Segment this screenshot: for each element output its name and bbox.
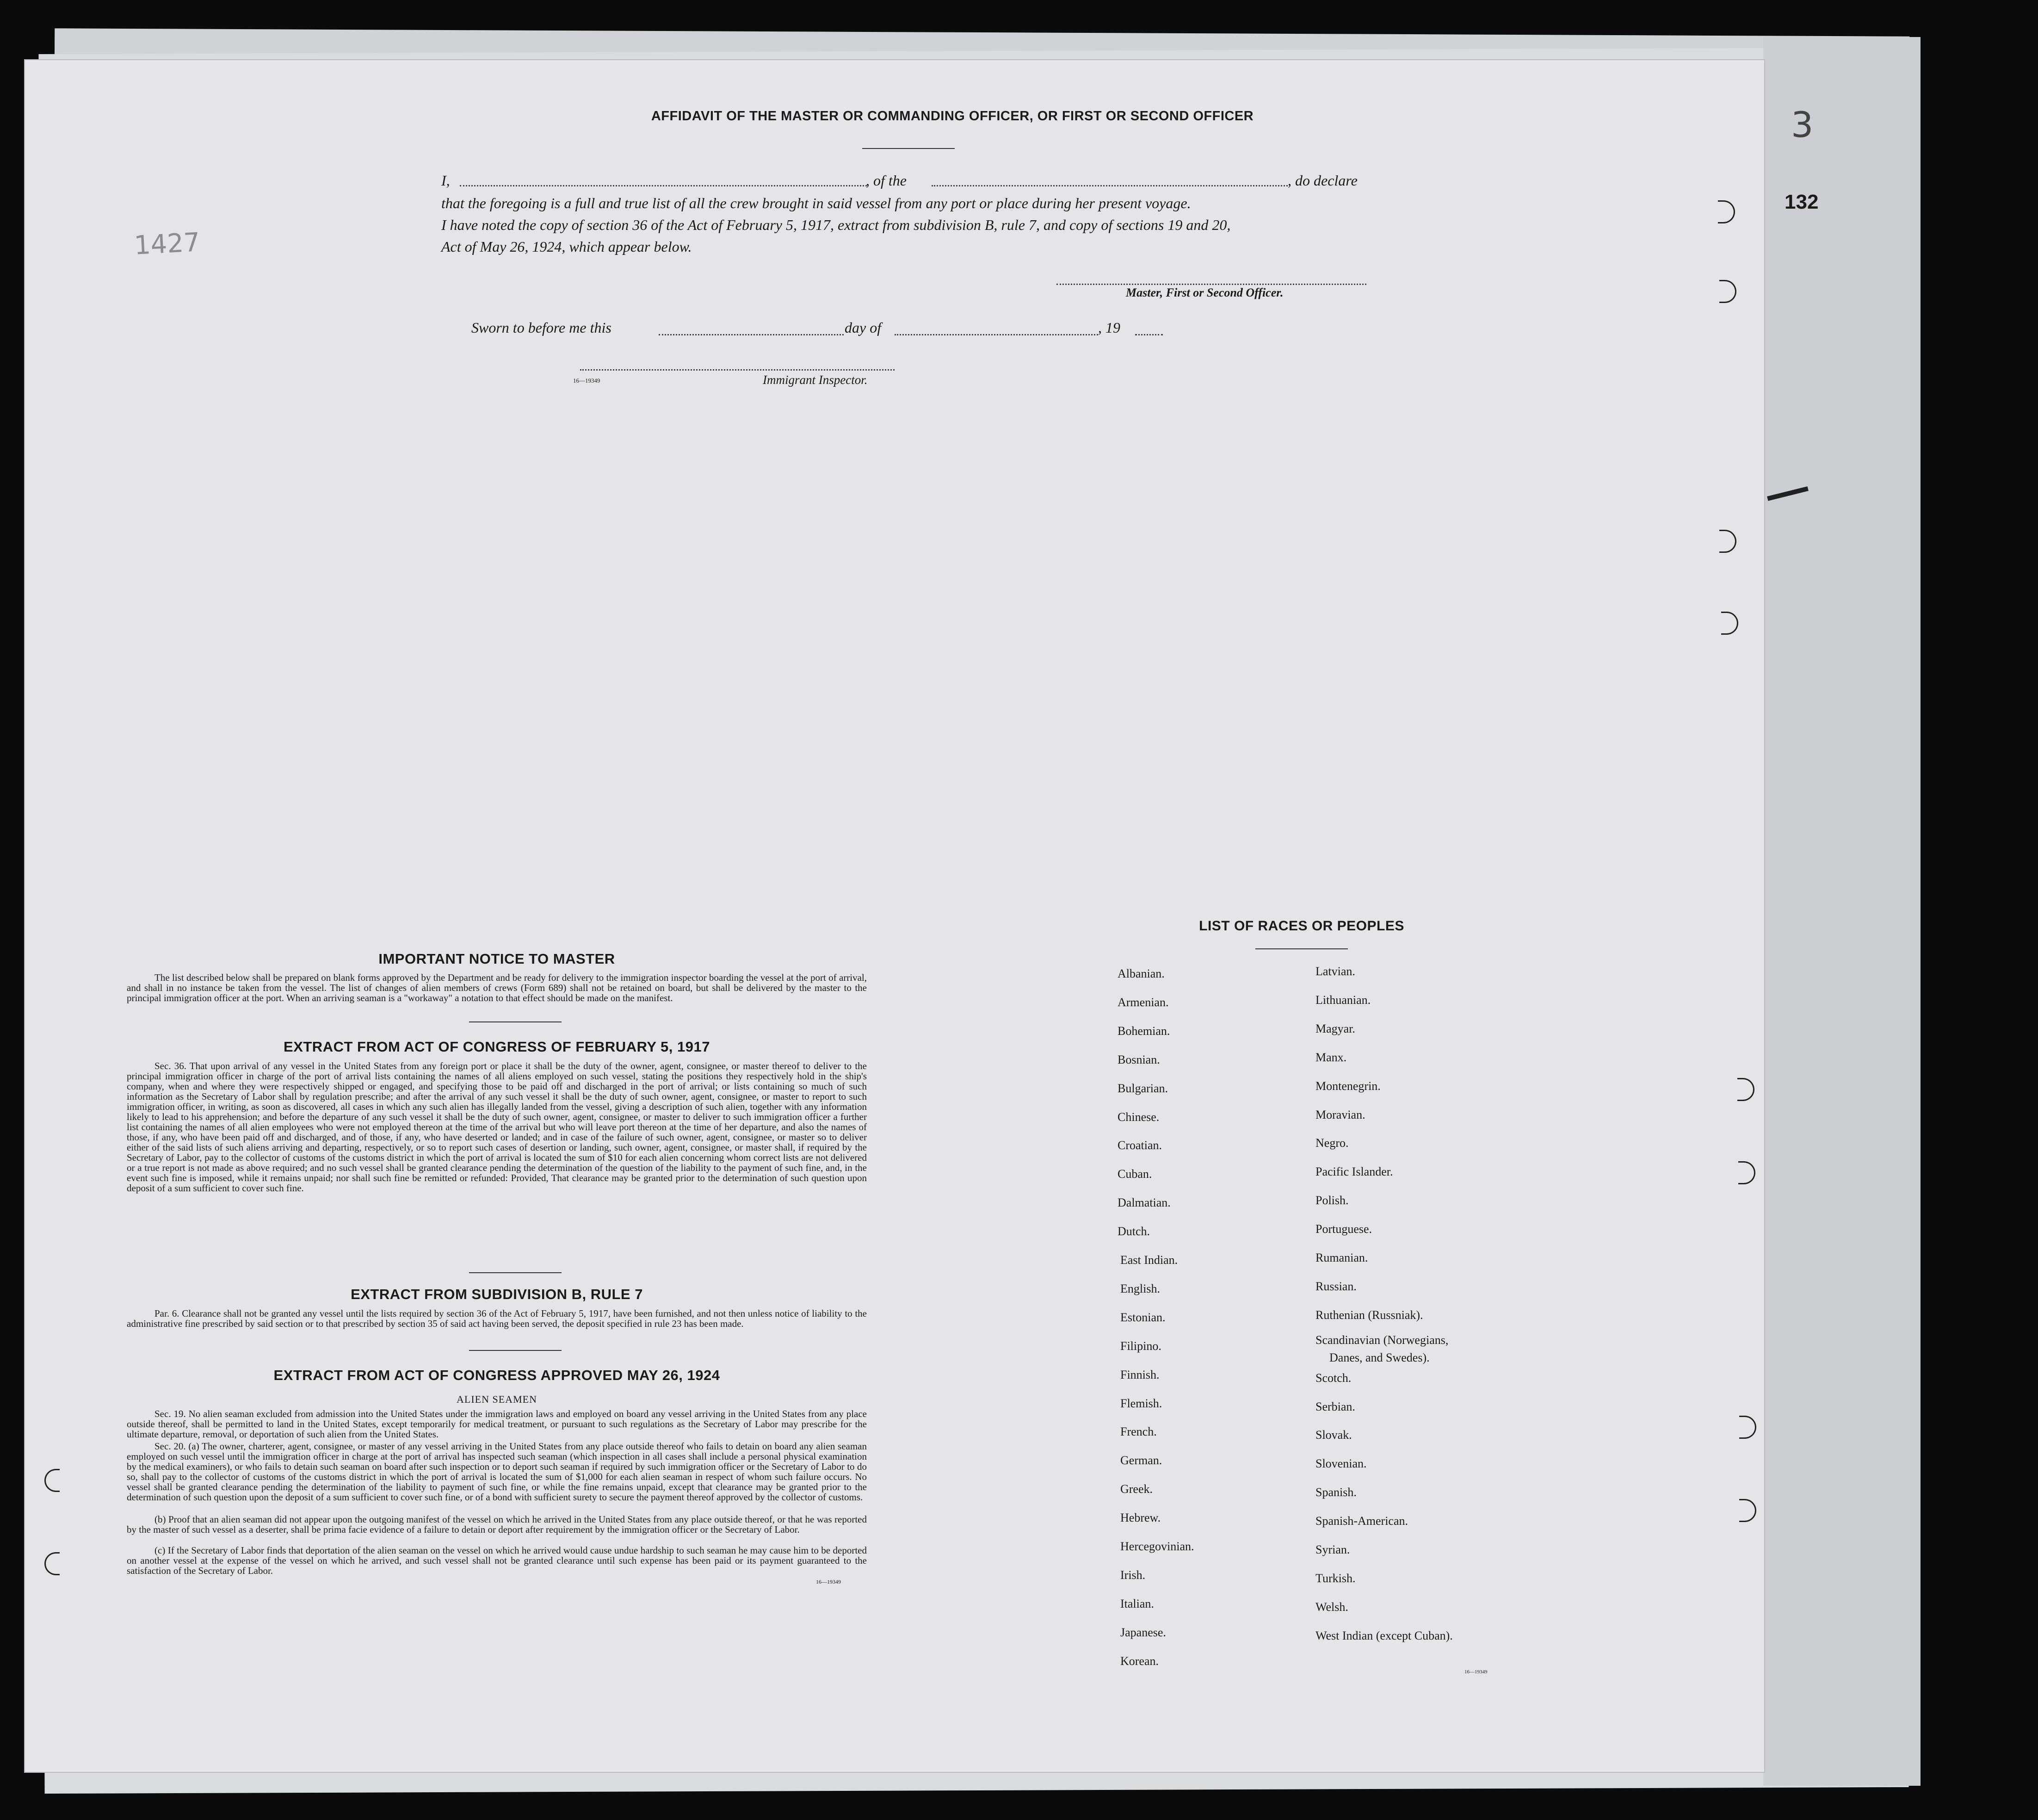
month-blank bbox=[895, 334, 1098, 335]
race-item: Bulgarian. bbox=[1118, 1081, 1168, 1095]
extract-1917-body: Sec. 36. That upon arrival of any vessel in the United States from any foreign port or place it shall be the duty of the owner, agent, consignee, or master thereof to deliver to the principal immigration officer in charge of the port of arrival lists containing the names of all aliens employed on such vessel, stating the positions they respectively hold in the ship's company, when and where they were respectively shipped or engaged, and specifying those to be paid off and discharged in the port of arrival; or lists containing so much of such information as the Secretary of Labor shall by regulation prescribe; and after the arrival of any such vessel it shall be the duty of such owner, agent, consignee, or master to report to such immigration officer, in writing, as soon as discovered, all cases in which any such alien has illegally landed from the vessel, giving a description of such alien, together with any information likely to lead to his apprehension; and before the departure of any such vessel it shall be the duty of such owner, agent, consignee, or master to deliver to such immigration officer a further list containing the names of all alien employees who were not employed thereon at the time of the arrival but who will leave port thereon at the time of her departure, and also the names of those, if any, who have been paid off and discharged, and of those, if any, who have deserted or landed; and in case of the failure of such owner, agent, consignee, or master so to deliver either of the said lists of such aliens arriving and departing, respectively, or so to report such cases of desertion or landing, such owner, agent, consignee, or master shall, if required by the Secretary of Labor, pay to the collector of customs of the customs district in which the port of arrival is located the sum of $10 for each alien concerning whom correct lists are not delivered or a true report is not made as above required; and no such vessel shall be granted clearance pending the determination of the question of the liability to the payment of such fine, and, in the event such fine is imposed, while it remains unpaid; nor shall such fine be remitted or refunded: Provided, That clearance may be granted prior to the determination of such question upon deposit of a sum sufficient to cover such fine. bbox=[127, 1060, 867, 1194]
sworn-label: Sworn to before me this bbox=[471, 319, 611, 336]
punch-hole bbox=[1719, 530, 1736, 553]
race-item: Dalmatian. bbox=[1118, 1196, 1171, 1210]
race-item: Filipino. bbox=[1120, 1339, 1161, 1353]
punch-hole bbox=[1737, 1078, 1754, 1101]
extract-1917-title: EXTRACT FROM ACT OF CONGRESS OF FEBRUARY 5, 1917 bbox=[284, 1039, 710, 1055]
master-signature-label: Master, First or Second Officer. bbox=[1126, 286, 1284, 299]
race-item: West Indian (except Cuban). bbox=[1315, 1628, 1453, 1642]
divider bbox=[862, 148, 955, 149]
rule7-body: Par. 6. Clearance shall not be granted any vessel until the lists required by section 36 of the Act of February 5, 1917, have been furnished, and not then unless notice of liability to the administrative fine prescribed by said section or to that prescribed by section 35 of said act having been served, the deposit specified in rule 23 has been made. bbox=[127, 1308, 867, 1329]
name-blank bbox=[460, 185, 867, 186]
punch-hole bbox=[1718, 200, 1735, 223]
race-item: Latvian. bbox=[1315, 965, 1355, 978]
race-item: Finnish. bbox=[1120, 1368, 1160, 1381]
divider bbox=[469, 1272, 562, 1273]
race-item: English. bbox=[1120, 1281, 1160, 1295]
race-item: Korean. bbox=[1120, 1654, 1159, 1668]
race-item: German. bbox=[1120, 1454, 1162, 1467]
race-item: Rumanian. bbox=[1315, 1251, 1368, 1264]
i-label: I, bbox=[441, 172, 450, 189]
race-item: Chinese. bbox=[1118, 1110, 1160, 1124]
sec20a-body: Sec. 20. (a) The owner, charterer, agent, consignee, or master of any vessel arriving in the United States from any place outside thereof who fails to detain on board any alien seaman employed on such vessel until the immigration officer in charge at the port of arrival has inspected such seaman (which inspection in all cases shall include a personal physical examination by the medical examiners), or who fails to detain such seaman on board after such inspection or to deport such seaman if required by such immigration officer or the Secretary of Labor to do so, shall pay to the collector of customs of the customs district in which the port of arrival is located the sum of $1,000 for each alien seaman in respect of whom such failure occurs. No vessel shall be granted clearance pending the determination of the liability to payment of such fine, or while the fine remains unpaid, except that clearance may be granted prior to the determination of such question upon the deposit of a sum sufficient to cover such fine, or of a bond with sufficient surety to secure the payment thereof approved by the collector of customs. bbox=[127, 1441, 867, 1503]
handwritten-mark: 3 bbox=[1791, 104, 1814, 145]
declaration-line: I have noted the copy of section 36 of the Act of February 5, 1917, extract from subdivision B, rule 7, and copy of sections 19 and 20, bbox=[441, 217, 1231, 233]
race-item: Syrian. bbox=[1315, 1543, 1350, 1556]
punch-hole bbox=[1719, 280, 1736, 303]
document-page bbox=[24, 59, 1765, 1773]
punch-hole bbox=[1721, 612, 1738, 635]
divider bbox=[469, 1350, 562, 1351]
race-item: Lithuanian. bbox=[1315, 993, 1371, 1007]
declaration-line: Act of May 26, 1924, which appear below. bbox=[441, 238, 692, 255]
race-item: Dutch. bbox=[1118, 1225, 1150, 1238]
race-item: French. bbox=[1120, 1425, 1157, 1439]
affidavit-title: AFFIDAVIT OF THE MASTER OR COMMANDING OFFICER, OR FIRST OR SECOND OFFICER bbox=[651, 109, 1254, 124]
race-item: Japanese. bbox=[1120, 1625, 1166, 1639]
day-of-label: day of bbox=[845, 319, 882, 336]
race-item: Negro. bbox=[1315, 1136, 1349, 1150]
race-item: Estonian. bbox=[1120, 1310, 1166, 1324]
master-signature-blank bbox=[1056, 284, 1366, 285]
race-item: Greek. bbox=[1120, 1482, 1153, 1496]
race-item: Montenegrin. bbox=[1315, 1079, 1381, 1093]
extract-1924-title: EXTRACT FROM ACT OF CONGRESS APPROVED MAY 26, 1924 bbox=[273, 1367, 720, 1383]
race-item: Bohemian. bbox=[1118, 1024, 1170, 1038]
divider bbox=[1255, 948, 1348, 949]
race-item: Moravian. bbox=[1315, 1108, 1365, 1121]
year-label: , 19 bbox=[1098, 319, 1120, 336]
race-item: Turkish. bbox=[1315, 1571, 1356, 1585]
faint-stamp-number: 1427 bbox=[133, 227, 201, 261]
punch-hole bbox=[1739, 1499, 1756, 1522]
alien-seamen-subtitle: ALIEN SEAMEN bbox=[457, 1393, 537, 1405]
sec20b-body: (b) Proof that an alien seaman did not appear upon the outgoing manifest of the vessel on which he arrived in the United States from any place outside thereof, or that he was reported by the master of such vessel as a deserter, shall be prima facie evidence of a failure to detain or deport after requirement by the immigration officer or the Secretary of Labor. bbox=[127, 1514, 867, 1535]
day-blank bbox=[659, 334, 844, 335]
notice-title: IMPORTANT NOTICE TO MASTER bbox=[378, 951, 615, 967]
form-number: 16—19349 bbox=[573, 377, 600, 384]
race-item: Scotch. bbox=[1315, 1371, 1352, 1385]
race-item: Russian. bbox=[1315, 1279, 1357, 1293]
race-item: Hercegovinian. bbox=[1120, 1540, 1194, 1553]
form-number: 16—19349 bbox=[1464, 1669, 1488, 1675]
race-item: Cuban. bbox=[1118, 1167, 1152, 1181]
notice-body: The list described below shall be prepared on blank forms approved by the Department and be ready for delivery to the immigration inspector boarding the vessel at the port of arrival, and shall in no instance be taken from the vessel. The list of changes of alien members of crews (Form 689) shall not be retained on board, but shall be delivered by the master to the principal immigration officer at the port. When an arriving seaman is a "workaway" a notation to that effect should be made on the manifest. bbox=[127, 972, 867, 1003]
do-declare-label: , do declare bbox=[1288, 172, 1358, 189]
punch-hole bbox=[1739, 1416, 1756, 1439]
inspector-signature-blank bbox=[580, 369, 895, 371]
divider bbox=[469, 1021, 562, 1022]
race-item: Italian. bbox=[1120, 1597, 1154, 1610]
race-item: Albanian. bbox=[1118, 967, 1165, 980]
race-item: Flemish. bbox=[1120, 1396, 1162, 1410]
race-item: Manx. bbox=[1315, 1050, 1347, 1064]
race-item: Portuguese. bbox=[1315, 1222, 1372, 1236]
race-item: Hebrew. bbox=[1120, 1511, 1161, 1525]
race-item: Welsh. bbox=[1315, 1600, 1348, 1614]
race-item: Magyar. bbox=[1315, 1021, 1355, 1035]
race-item: East Indian. bbox=[1120, 1253, 1178, 1267]
race-item: Slovenian. bbox=[1315, 1457, 1367, 1471]
race-item: Armenian. bbox=[1118, 995, 1169, 1009]
page-number: 132 bbox=[1785, 191, 1819, 213]
sec19-body: Sec. 19. No alien seaman excluded from admission into the United States under the immigration laws and employed on board any vessel arriving in the United States from any place outside thereof, shall be permitted to land in the United States, except temporarily for medical treatment, or pursuant to such regulations as the Secretary of Labor may prescribe for the ultimate departure, removal, or deportation of such alien from the United States. bbox=[127, 1408, 867, 1440]
race-item: Danes, and Swedes). bbox=[1329, 1350, 1430, 1364]
punch-hole bbox=[1738, 1161, 1755, 1184]
race-item: Ruthenian (Russniak). bbox=[1315, 1308, 1423, 1322]
race-item: Spanish-American. bbox=[1315, 1514, 1408, 1528]
race-item: Bosnian. bbox=[1118, 1052, 1160, 1066]
year-blank bbox=[1135, 334, 1163, 335]
inspector-label: Immigrant Inspector. bbox=[763, 373, 868, 387]
race-item: Serbian. bbox=[1315, 1399, 1355, 1413]
race-item: Slovak. bbox=[1315, 1428, 1352, 1442]
rule7-title: EXTRACT FROM SUBDIVISION B, RULE 7 bbox=[351, 1286, 643, 1302]
form-number: 16—19349 bbox=[816, 1579, 841, 1585]
race-item: Scandinavian (Norwegians, bbox=[1315, 1333, 1449, 1347]
declaration-line: that the foregoing is a full and true list of all the crew brought in said vessel from any port or place during her present voyage. bbox=[441, 195, 1191, 211]
race-item: Irish. bbox=[1120, 1568, 1146, 1582]
races-title: LIST OF RACES OR PEOPLES bbox=[1199, 918, 1404, 934]
underlying-page-strip bbox=[1763, 37, 1921, 1786]
race-item: Croatian. bbox=[1118, 1139, 1162, 1152]
race-item: Pacific Islander. bbox=[1315, 1165, 1393, 1179]
of-the-label: , of the bbox=[866, 172, 907, 189]
race-item: Polish. bbox=[1315, 1194, 1349, 1207]
race-item: Spanish. bbox=[1315, 1486, 1357, 1499]
sec20c-body: (c) If the Secretary of Labor finds that deportation of the alien seaman on the vessel on which he arrived would cause undue hardship to such seaman he may cause him to be deported on another vessel at the expense of the vessel on which he arrived, and such vessel shall not be granted clearance until such expense has been paid or its payment guaranteed to the satisfaction of the Secretary of Labor. bbox=[127, 1545, 867, 1576]
vessel-blank bbox=[932, 185, 1288, 186]
